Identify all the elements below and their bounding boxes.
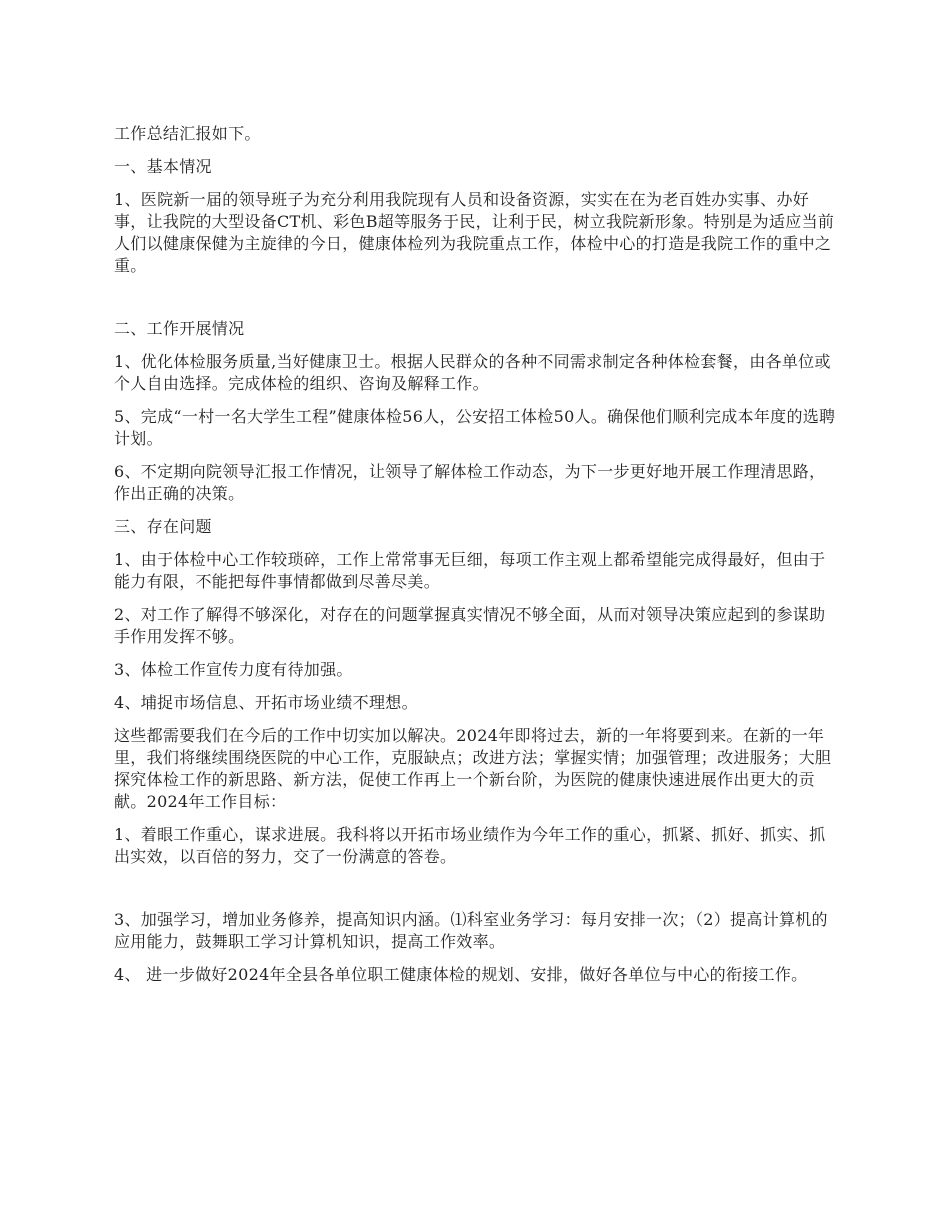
paragraph-issue-1: 1、由于体检中心工作较琐碎，工作上常常事无巨细，每项工作主观上都希望能完成得最好，但由于能力有限，不能把每件事情都做到尽善尽美。 bbox=[114, 550, 826, 591]
paragraph-issue-2: 2、对工作了解得不够深化，对存在的问题掌握真实情况不够全面，从而对领导决策应起到的参谋助手作用发挥不够。 bbox=[114, 605, 826, 646]
paragraph-goal-3: 3、加强学习，增加业务修养，提高知识内涵。⑴科室业务学习：每月安排一次；（2）提高计算机的应用能力，鼓舞职工学习计算机知识，提高工作效率。 bbox=[114, 910, 828, 951]
paragraph-goal-1: 1、着眼工作重心，谋求进展。我科将以开拓市场业绩作为今年工作的重心，抓紧、抓好、抓实、抓出实效，以百倍的努力，交了一份满意的答卷。 bbox=[114, 825, 826, 866]
paragraph-issue-3: 3、体检工作宣传力度有待加强。 bbox=[114, 660, 353, 679]
paragraph-work-6: 6、不定期向院领导汇报工作情况，让领导了解体检工作动态，为下一步更好地开展工作理清思路，作出正确的决策。 bbox=[114, 462, 826, 503]
paragraph-summary: 这些都需要我们在今后的工作中切实加以解决。2024年即将过去，新的一年将要到来。在新的一年里，我们将继续围绕医院的中心工作，克服缺点；改进方法；掌握实情；加强管理；改进服务；大胆探究体检工作的新思路、新方法，促使工作再上一个新台阶，为医院的健康快速进展作出更大的贡献。2024年工作目标： bbox=[114, 726, 832, 811]
section-heading-work: 二、工作开展情况 bbox=[114, 319, 245, 338]
section-heading-basic: 一、基本情况 bbox=[114, 157, 212, 176]
spacer bbox=[114, 879, 838, 909]
intro-line: 工作总结汇报如下。 bbox=[114, 124, 261, 143]
spacer bbox=[114, 288, 838, 318]
paragraph-goal-4: 4、 进一步做好2024年全县各单位职工健康体检的规划、安排，做好各单位与中心的衔接工作。 bbox=[114, 965, 808, 984]
paragraph-work-5: 5、完成“一村一名大学生工程”健康体检56人，公安招工体检50人。确保他们顺利完成本年度的选聘计划。 bbox=[114, 407, 836, 448]
paragraph-issue-4: 4、埔捉市场信息、开拓市场业绩不理想。 bbox=[114, 693, 418, 712]
paragraph-work-1: 1、优化体检服务质量,当好健康卫士。根据人民群众的各种不同需求制定各种体检套餐，由各单位或个人自由选择。完成体检的组织、咨询及解释工作。 bbox=[114, 352, 831, 393]
document-body bbox=[114, 123, 838, 997]
section-heading-issues: 三、存在问题 bbox=[114, 517, 212, 536]
paragraph-basic-1: 1、医院新一届的领导班子为充分利用我院现有人员和设备资源，实实在在为老百姓办实事、办好事，让我院的大型设备CT机、彩色B超等服务于民，让利于民，树立我院新形象。特别是为适应当前人们以健康保健为主旋律的今日，健康体检列为我院重点工作，体检中心的打造是我院工作的重中之重。 bbox=[114, 190, 835, 275]
